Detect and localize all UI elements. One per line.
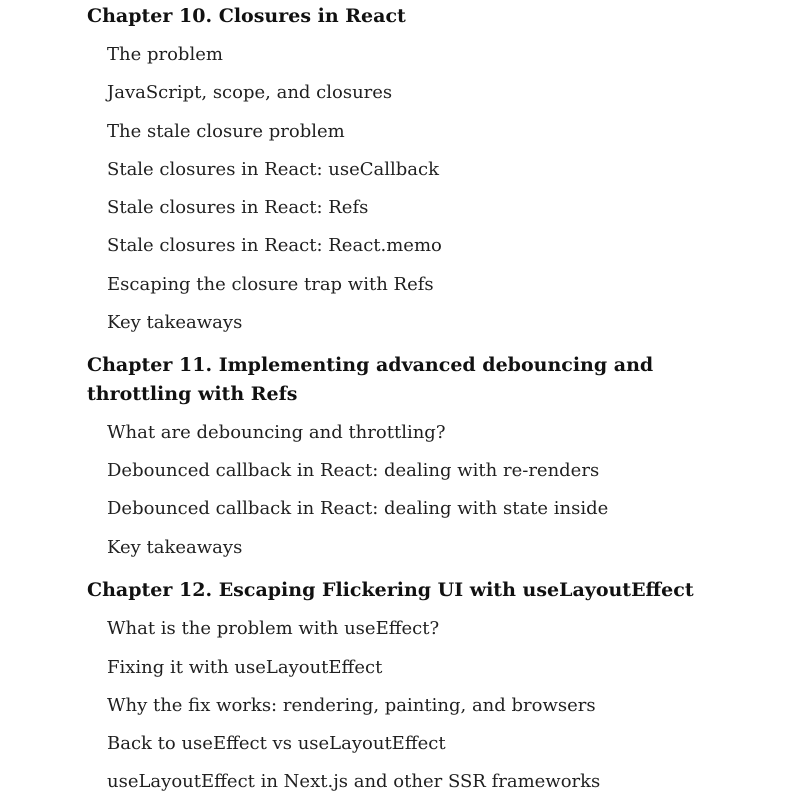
toc-item[interactable]: Why the fix works: rendering, painting, and browsers — [107, 695, 596, 716]
toc-item[interactable]: Key takeaways — [107, 537, 243, 558]
toc-item[interactable]: What is the problem with useEffect? — [107, 618, 440, 639]
toc-item[interactable]: What are debouncing and throttling? — [107, 422, 446, 443]
toc-item[interactable]: Escaping the closure trap with Refs — [107, 274, 434, 295]
toc-item[interactable]: useLayoutEffect in Next.js and other SSR frameworks — [107, 771, 601, 792]
chapter-title[interactable]: Chapter 12. Escaping Flickering UI with useLayoutEffect — [87, 579, 694, 601]
toc-item[interactable]: Stale closures in React: Refs — [107, 197, 369, 218]
toc-item[interactable]: The stale closure problem — [107, 121, 345, 142]
toc-item[interactable]: Back to useEffect vs useLayoutEffect — [107, 733, 446, 754]
toc-item[interactable]: Debounced callback in React: dealing with state inside — [107, 498, 609, 519]
toc-item[interactable]: The problem — [107, 44, 223, 65]
toc-item[interactable]: Key takeaways — [107, 312, 243, 333]
toc-item[interactable]: Fixing it with useLayoutEffect — [107, 657, 383, 678]
chapter-title[interactable]: Chapter 10. Closures in React — [87, 5, 406, 27]
toc-item[interactable]: JavaScript, scope, and closures — [107, 82, 393, 103]
toc-item[interactable]: Stale closures in React: useCallback — [107, 159, 439, 180]
chapter-title[interactable]: Chapter 11. Implementing advanced debouncing and throttling with Refs — [87, 354, 654, 405]
toc-item[interactable]: Debounced callback in React: dealing with re-renders — [107, 460, 600, 481]
toc-item[interactable]: Stale closures in React: React.memo — [107, 235, 442, 256]
